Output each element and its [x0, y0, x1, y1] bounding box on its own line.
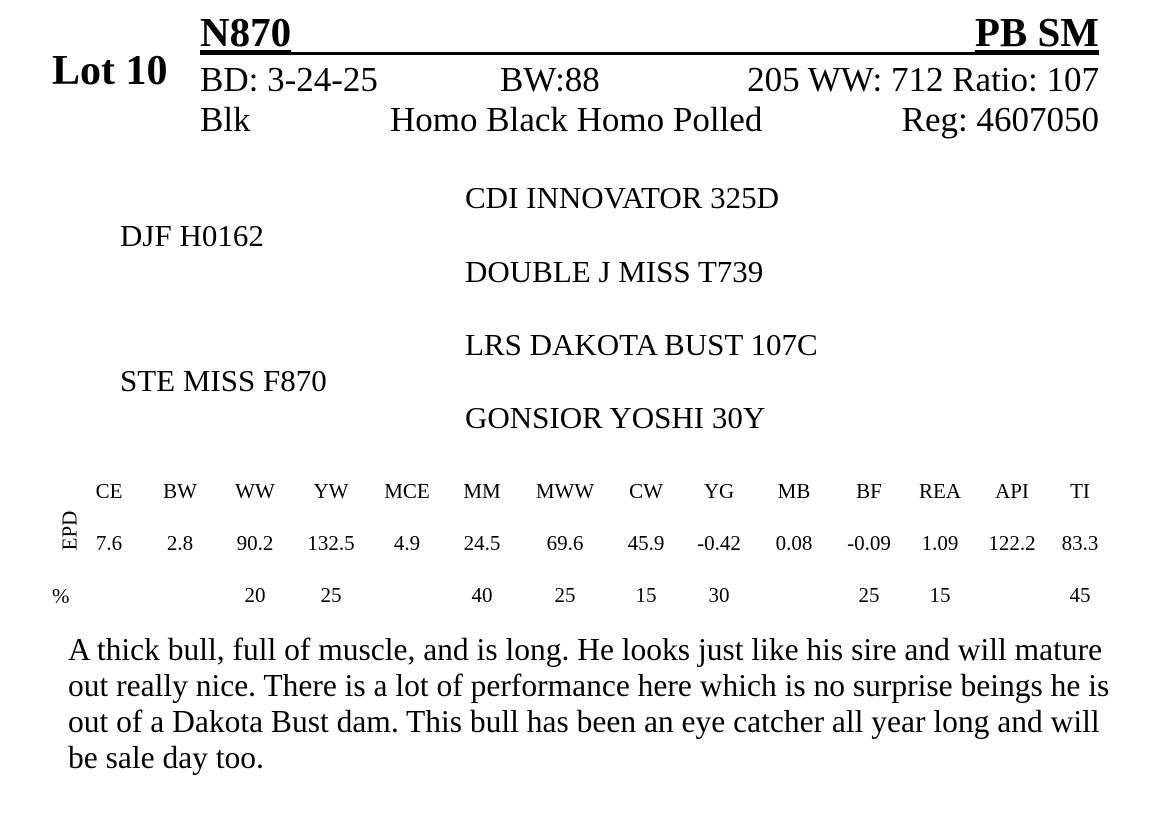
lot-number: Lot 10 [52, 48, 168, 94]
lot-description: A thick bull, full of muscle, and is long. He looks just like his sire and will mature out really nice. There is a lot of performance here which is no surprise beings he is out of a Dakota Bust dam. This bull has been an eye catcher all year long and will be sale day too. [68, 632, 1110, 775]
epd-value-ti: 83.3 [1061, 531, 1099, 555]
pct-value-ww: 20 [244, 583, 266, 607]
epd-header-mce: MCE [384, 479, 430, 503]
pct-value-yw: 25 [320, 583, 342, 607]
pct-value-yg: 30 [708, 583, 730, 607]
epd-value-mb: 0.08 [775, 531, 813, 555]
epd-value-rea: 1.09 [921, 531, 959, 555]
header-divider [200, 52, 1099, 55]
pct-value-mm: 40 [471, 583, 493, 607]
epd-header-ti: TI [1070, 479, 1090, 503]
sire: DJF H0162 [120, 218, 264, 253]
breed-code: PB SM [974, 9, 1099, 55]
epd-value-yw: 132.5 [307, 531, 355, 555]
epd-header-rea: REA [919, 479, 961, 503]
epd-value-mm: 24.5 [463, 531, 501, 555]
epd-header-api: API [995, 479, 1029, 503]
epd-value-bw: 2.8 [166, 531, 194, 555]
pct-value-ti: 45 [1069, 583, 1091, 607]
epd-header-mm: MM [463, 479, 501, 503]
pct-value-rea: 15 [929, 583, 951, 607]
epd-value-mww: 69.6 [546, 531, 584, 555]
epd-header-ce: CE [95, 479, 123, 503]
epd-value-ww: 90.2 [236, 531, 274, 555]
birth-date: BD: 3-24-25 [200, 60, 378, 99]
weaning-weight: 205 WW: 712 Ratio: 107 [747, 60, 1099, 99]
dam-dam: GONSIOR YOSHI 30Y [465, 400, 766, 435]
epd-header-ww: WW [235, 479, 275, 503]
epd-header-yw: YW [313, 479, 349, 503]
dam-sire: LRS DAKOTA BUST 107C [465, 327, 818, 362]
epd-header-yg: YG [703, 479, 735, 503]
sire-sire: CDI INNOVATOR 325D [465, 180, 780, 215]
epd-row-label: EPD [57, 510, 82, 551]
epd-value-mce: 4.9 [393, 531, 421, 555]
sire-dam: DOUBLE J MISS T739 [465, 254, 764, 289]
epd-header-bw: BW [163, 479, 197, 503]
epd-header-mww: MWW [535, 479, 595, 503]
epd-header-bf: BF [856, 479, 882, 503]
pct-value-bf: 25 [858, 583, 880, 607]
percent-row-label: % [52, 584, 70, 608]
epd-header-mb: MB [777, 479, 811, 503]
animal-tag: N870 [200, 9, 292, 55]
pct-value-cw: 15 [635, 583, 657, 607]
hide-color: Blk [200, 100, 251, 139]
epd-value-api: 122.2 [988, 531, 1036, 555]
genetic-status: Homo Black Homo Polled [390, 100, 763, 139]
epd-value-cw: 45.9 [627, 531, 665, 555]
epd-header-cw: CW [629, 479, 663, 503]
epd-value-bf: -0.09 [847, 531, 891, 555]
birth-weight: BW:88 [500, 60, 600, 99]
registration-number: Reg: 4607050 [901, 100, 1099, 139]
epd-value-yg: -0.42 [697, 531, 741, 555]
epd-value-ce: 7.6 [95, 531, 123, 555]
dam: STE MISS F870 [120, 363, 327, 398]
pct-value-mww: 25 [554, 583, 576, 607]
